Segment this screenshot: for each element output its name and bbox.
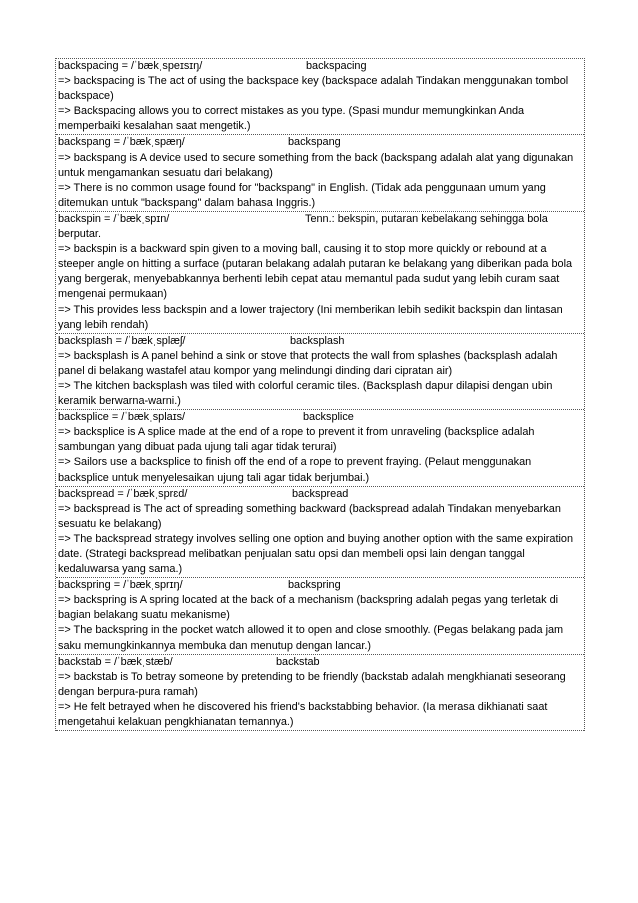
- term-tag: backspang: [288, 136, 341, 149]
- headword-line: [58, 212, 583, 242]
- term-tag: backsplice: [303, 411, 354, 424]
- headword-line: [58, 655, 583, 670]
- definition: => backstab is To betray someone by pretending to be friendly (backstab adalah mengkhianati seseorang dengan berpura-pura ramah): [58, 670, 566, 698]
- definition: => backspang is A device used to secure something from the back (backspang adalah alat yang digunakan untuk mengamankan sesuatu dari belakang): [58, 151, 574, 179]
- entry-backspring: [56, 578, 584, 654]
- headword-line: [58, 578, 583, 593]
- pronunciation: backstab = /ˈbækˌstæb/: [58, 655, 173, 668]
- term-tag: backspacing: [306, 60, 367, 72]
- definition: => backspread is The act of spreading something backward (backspread adalah Tindakan menyebarkan sesuatu ke belakang): [58, 502, 561, 530]
- headword-line: [58, 487, 583, 502]
- example: => Backspacing allows you to correct mistakes as you type. (Spasi mundur memungkinkan Anda memperbaiki kesalahan saat mengetik.): [58, 105, 525, 133]
- pronunciation: backspread = /ˈbækˌsprɛd/: [58, 487, 188, 500]
- term-tag: backstab: [276, 655, 320, 668]
- entry-backspread: [56, 487, 584, 579]
- entry-backspin: [56, 212, 584, 334]
- definition: => backspring is A spring located at the back of a mechanism (backspring adalah pegas yang terletak di bagian belakang suatu mekanisme): [58, 594, 559, 622]
- headword-line: [58, 59, 583, 74]
- pronunciation: backspang = /ˈbækˌspæŋ/: [58, 136, 185, 149]
- pronunciation: backspacing = /ˈbækˌspeɪsɪŋ/: [58, 60, 203, 72]
- definition: => backspacing is The act of using the backspace key (backspace adalah Tindakan menggunakan tombol backspace): [58, 75, 569, 103]
- example: => This provides less backspin and a lower trajectory (Ini memberikan lebih sedikit backspin dan lintasan yang lebih rendah): [58, 303, 563, 331]
- pronunciation: backsplice = /ˈbækˌsplaɪs/: [58, 411, 186, 424]
- term-tag: backspread: [292, 487, 349, 500]
- term-tag: backspring: [288, 579, 341, 592]
- entry-backspacing: [56, 59, 584, 135]
- dictionary-table: [55, 58, 585, 731]
- example: => There is no common usage found for "backspang" in English. (Tidak ada penggunaan umum yang ditemukan untuk "backspang" dalam bahasa Inggris.): [58, 181, 546, 209]
- example: => He felt betrayed when he discovered his friend's backstabbing behavior. (Ia merasa dikhianati saat mengetahui kelakuan pengkhianatan temannya.): [58, 700, 548, 729]
- entry-backsplice: [56, 410, 584, 486]
- headword-line: [58, 135, 583, 150]
- entry-backsplash: [56, 334, 584, 410]
- entry-backspang: [56, 135, 584, 211]
- pronunciation: backsplash = /ˈbækˌsplæʃ/: [58, 334, 186, 347]
- headword-line: [58, 410, 583, 425]
- definition: => backspin is a backward spin given to a moving ball, causing it to stop more quickly or rebound at a steeper angle on hitting a surface (putaran belakang adalah putaran ke belakang yang diberikan pada bola yang bergerak, menyebabkannya berhenti lebih cepat atau memantul pada sudut yang lebih curam saat mengenai permukaan): [58, 243, 573, 301]
- headword-line: [58, 334, 583, 349]
- entry-backstab: [56, 655, 584, 731]
- example: => The backspring in the pocket watch allowed it to open and close smoothly. (Pegas belakang pada jam saku memungkinkannya membuka dan menutup dengan lancar.): [58, 624, 564, 652]
- definition: => backsplice is A splice made at the end of a rope to prevent it from unraveling (backsplice adalah sambungan yang dibuat pada ujung tali agar tidak terurai): [58, 426, 535, 454]
- term-tag: backsplash: [290, 334, 345, 347]
- example: => The backspread strategy involves selling one option and buying another option with the same expiration date. (Strategi backspread melibatkan penjualan satu opsi dan membeli opsi lain dengan tanggal kedaluwarsa yang sama.): [58, 532, 574, 576]
- pronunciation: backspring = /ˈbækˌsprɪŋ/: [58, 579, 183, 592]
- definition: => backsplash is A panel behind a sink or stove that protects the wall from splashes (backsplash adalah panel di belakang wastafel atau kompor yang melindungi dinding dari cipratan air): [58, 349, 558, 377]
- example: => The kitchen backsplash was tiled with colorful ceramic tiles. (Backsplash dapur dilapisi dengan ubin keramik berwarna-warni.): [58, 379, 553, 408]
- example: => Sailors use a backsplice to finish off the end of a rope to prevent fraying. (Pelaut menggunakan backsplice untuk menyelesaikan ujung tali agar tidak berjumbai.): [58, 456, 532, 484]
- pronunciation: backspin = /ˈbækˌspɪn/: [58, 212, 170, 225]
- term-tag: Tenn.: bekspin, putaran kebelakang sehingga bola berputar.: [58, 212, 548, 241]
